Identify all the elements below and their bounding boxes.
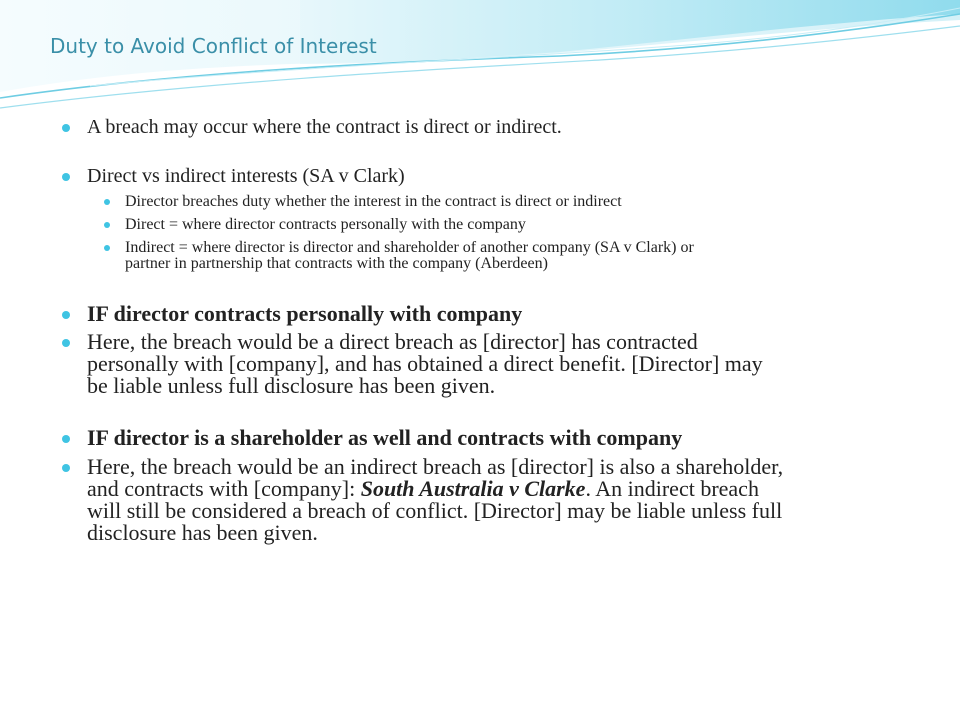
bullet-3-text: IF director contracts personally with company	[87, 301, 523, 326]
bullet-1	[62, 117, 932, 137]
sub-bullet-2-3	[62, 240, 932, 272]
bullet-dot-icon	[62, 311, 70, 319]
case-citation: South Australia v Clarke	[360, 476, 586, 501]
bullet-dot-icon	[62, 124, 70, 132]
bullet-1-text: A breach may occur where the contract is direct or indirect.	[87, 116, 562, 138]
bullet-dot-icon	[62, 173, 70, 181]
sub-bullet-2-1-text: Director breaches duty whether the interest in the contract is direct or indirect	[125, 193, 622, 210]
slide-body	[62, 117, 932, 544]
bullet-4-line-3: be liable unless full disclosure has been given.	[87, 373, 496, 398]
bullet-6-line-3: will still be considered a breach of conflict. [Director] may be liable unless full	[87, 498, 783, 523]
bullet-6	[62, 456, 932, 544]
bullet-6-line-2-end: . An indirect breach	[585, 476, 759, 501]
bullet-6-line-4: disclosure has been given.	[87, 520, 318, 545]
bullet-dot-icon	[104, 245, 110, 251]
bullet-dot-icon	[62, 464, 70, 472]
bullet-dot-icon	[104, 199, 110, 205]
sub-bullet-2-2	[62, 217, 932, 233]
bullet-2-text: Direct vs indirect interests (SA v Clark)	[87, 165, 405, 187]
bullet-4-line-1: Here, the breach would be a direct breach as [director] has contracted	[87, 329, 698, 354]
bullet-4	[62, 331, 932, 397]
bullet-4-line-2: personally with [company], and has obtained a direct benefit. [Director] may	[87, 351, 763, 376]
bullet-6-line-1: Here, the breach would be an indirect breach as [director] is also a shareholder,	[87, 454, 784, 479]
bullet-5	[62, 427, 932, 449]
sub-bullet-2-1	[62, 194, 932, 210]
bullet-6-line-2-start: and contracts with [company]:	[87, 476, 361, 501]
bullet-6-line-2	[87, 478, 932, 500]
bullet-dot-icon	[104, 222, 110, 228]
sub-bullet-2-3-line-1: Indirect = where director is director and shareholder of another company (SA v Clark) or	[125, 239, 694, 256]
bullet-dot-icon	[62, 435, 70, 443]
sub-bullet-2-2-text: Direct = where director contracts personally with the company	[125, 216, 526, 233]
bullet-5-text: IF director is a shareholder as well and contracts with company	[87, 425, 683, 450]
bullet-3	[62, 303, 932, 325]
slide-title: Duty to Avoid Conflict of Interest	[50, 34, 377, 58]
sub-bullet-2-3-line-2: partner in partnership that contracts with the company (Aberdeen)	[125, 255, 548, 272]
bullet-2	[62, 166, 932, 186]
bullet-dot-icon	[62, 339, 70, 347]
